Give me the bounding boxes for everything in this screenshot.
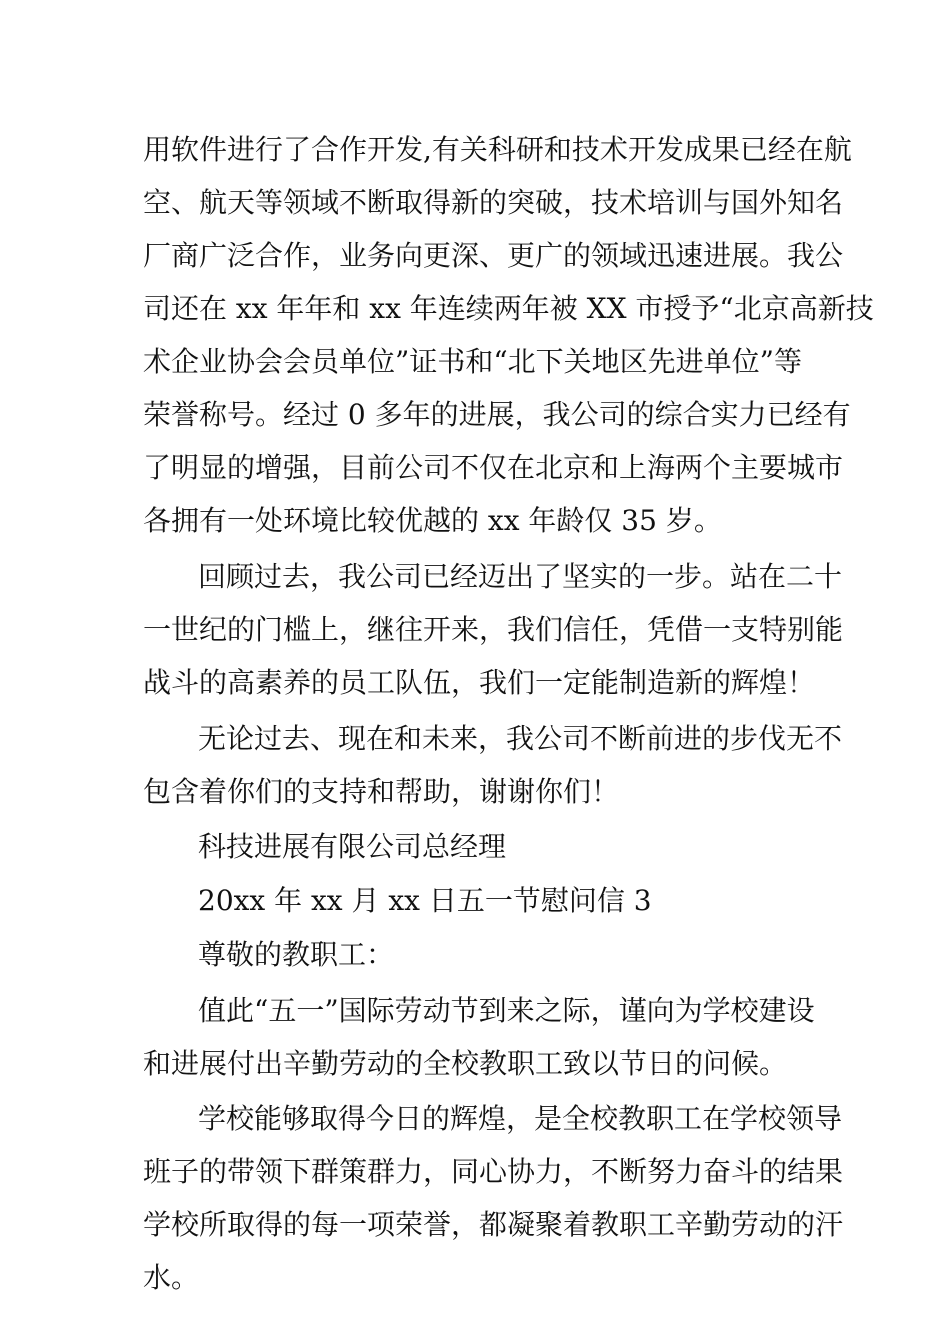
paragraph-3-line-2: 包含着你们的支持和帮助，谢谢你们！: [143, 775, 620, 808]
paragraph-1-line-1: 用软件进行了合作开发,有关科研和技术开发成果已经在航: [143, 133, 852, 166]
paragraph-2-line-2: 一世纪的门槛上，继往开来，我们信任，凭借一支特别能: [143, 613, 844, 646]
paragraph-5-line-4: 水。: [143, 1261, 200, 1294]
paragraph-1-line-5: 术企业协会会员单位”证书和“北下关地区先进单位”等: [143, 345, 802, 378]
paragraph-2-line-1: 回顾过去，我公司已经迈出了坚实的一步。站在二十: [198, 560, 843, 593]
paragraph-3-line-1: 无论过去、现在和未来，我公司不断前进的步伐无不: [198, 722, 843, 755]
salutation: 尊敬的教职工：: [198, 938, 395, 971]
paragraph-1-line-3: 厂商广泛合作，业务向更深、更广的领域迅速进展。我公: [143, 239, 844, 272]
paragraph-1-line-7: 了明显的增强，目前公司不仅在北京和上海两个主要城市: [143, 451, 844, 484]
paragraph-5-line-2: 班子的带领下群策群力，同心协力，不断努力奋斗的结果: [143, 1155, 844, 1188]
paragraph-1-line-2: 空、航天等领域不断取得新的突破，技术培训与国外知名: [143, 186, 844, 219]
paragraph-5-line-1: 学校能够取得今日的辉煌，是全校教职工在学校领导: [198, 1102, 843, 1135]
paragraph-5-line-3: 学校所取得的每一项荣誉，都凝聚着教职工辛勤劳动的汗: [143, 1208, 844, 1241]
paragraph-1-line-6: 荣誉称号。经过 0 多年的进展，我公司的综合实力已经有: [143, 398, 851, 431]
paragraph-4-line-2: 和进展付出辛勤劳动的全校教职工致以节日的问候。: [143, 1047, 788, 1080]
paragraph-2-line-3: 战斗的高素养的员工队伍，我们一定能制造新的辉煌！: [143, 666, 816, 699]
paragraph-1-line-8: 各拥有一处环境比较优越的 xx 年龄仅 35 岁。: [143, 504, 722, 537]
paragraph-4-line-1: 值此“五一”国际劳动节到来之际，谨向为学校建设: [198, 994, 815, 1027]
date-and-heading: 20xx 年 xx 月 xx 日五一节慰问信 3: [198, 884, 652, 917]
paragraph-1-line-4: 司还在 xx 年年和 xx 年连续两年被 XX 市授予“北京高新技: [143, 292, 874, 325]
signature: 科技进展有限公司总经理: [198, 830, 507, 863]
